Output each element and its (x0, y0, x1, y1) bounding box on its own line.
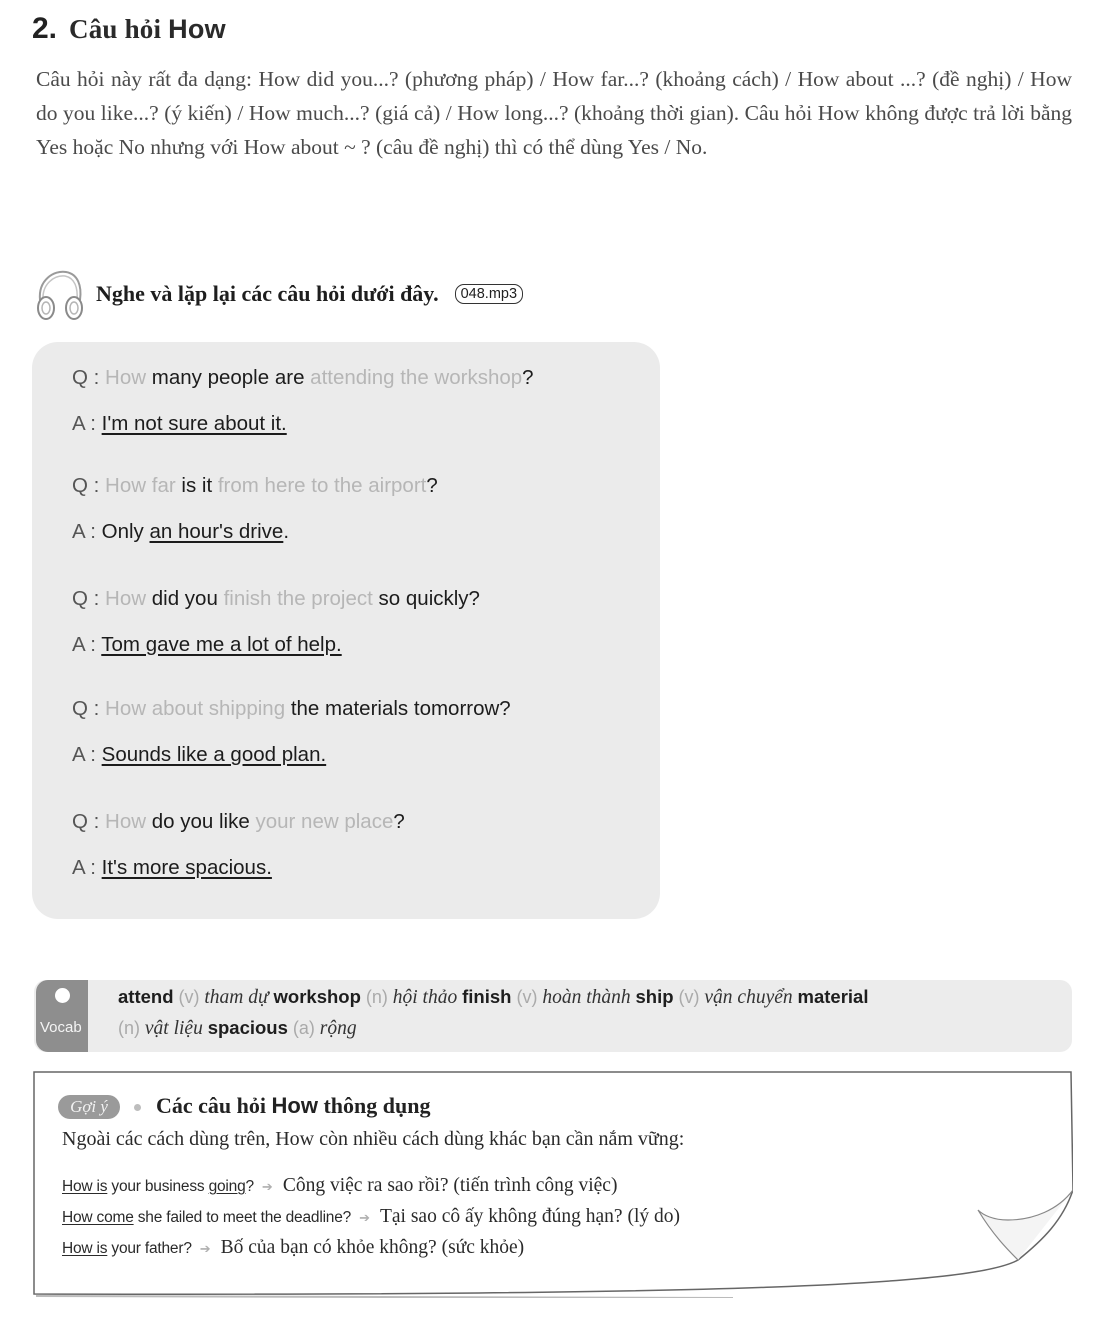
answer-underlined: an hour's drive (149, 520, 284, 543)
question-text: ? (393, 810, 405, 833)
hint-bullet-icon (134, 1104, 141, 1111)
hint-example-en (62, 1240, 192, 1258)
vocab-line (118, 986, 869, 1009)
a-prefix: A : (72, 520, 102, 543)
vocab-line (118, 1017, 357, 1040)
vocab-pos: (v) (173, 987, 200, 1007)
listen-instruction (32, 266, 523, 322)
answer-underlined: Tom gave me a lot of help. (101, 633, 342, 656)
intro-paragraph (36, 62, 1072, 164)
answer-line (72, 743, 326, 767)
answer-underlined: I'm not sure about it. (101, 412, 287, 435)
a-prefix: A : (72, 412, 102, 435)
a-prefix: A : (72, 856, 102, 879)
arrow-icon: ➔ (261, 1179, 273, 1194)
hint-text: your business (107, 1178, 209, 1195)
vocab-pos: (a) (287, 1018, 315, 1038)
hint-keyword: How is (62, 1240, 108, 1257)
vocab-pos: (v) (511, 987, 538, 1007)
question-text: is it (175, 474, 218, 497)
audio-file-badge[interactable]: 048.mp3 (455, 284, 523, 304)
question-text: many people are (146, 366, 311, 389)
vocab-meaning: hoàn thành (537, 987, 631, 1008)
answer-line (72, 633, 342, 657)
question-cue: How (105, 810, 147, 833)
section-title-word: How (168, 14, 226, 44)
question-text: so quickly? (372, 587, 480, 610)
intro-text: Câu hỏi này rất đa dạng: How did you...? (phương pháp) / How far...? (khoảng cách) / How about ...? (đề nghị) / How do you like...? (ý kiến) / How much...? (giá cả) / How long...? (khoảng thời gian). Câu hỏi How không được trả lời bằng Yes hoặc No nhưng với How about ~ ? (câu đề nghị) thì có thể dùng Yes / No. (36, 67, 1072, 159)
vocab-meaning: hội thảo (387, 987, 458, 1008)
vocab-pos: (n) (360, 987, 388, 1007)
question-cue: your new place (255, 810, 394, 833)
q-prefix: Q : (72, 697, 106, 720)
vocab-dot-icon (55, 988, 70, 1003)
arrow-icon: ➔ (359, 1210, 370, 1225)
question-text: ? (522, 366, 534, 389)
hint-text: ? (245, 1178, 254, 1195)
answer-text: . (283, 520, 290, 543)
vocab-word: finish (462, 986, 512, 1007)
hint-example-en (62, 1178, 254, 1196)
vocab-word: spacious (207, 1017, 288, 1038)
question-cue: How about shipping (105, 697, 286, 720)
question-line (72, 474, 438, 498)
question-cue: How far (105, 474, 176, 497)
vocab-meaning: vận chuyển (699, 987, 793, 1008)
qa-box (32, 342, 660, 919)
q-prefix: Q : (72, 474, 106, 497)
question-line (72, 587, 480, 611)
hint-example-vi: Tại sao cô ấy không đúng hạn? (lý do) (379, 1206, 680, 1227)
answer-underlined: It's more spacious. (101, 856, 272, 879)
hint-example (62, 1237, 524, 1259)
question-text: the materials tomorrow? (285, 697, 511, 720)
section-title-prefix: Câu hỏi (69, 14, 162, 44)
hint-title (156, 1093, 430, 1119)
question-text: did you (146, 587, 224, 610)
hint-example-vi: Bố của bạn có khỏe không? (sức khỏe) (220, 1237, 525, 1258)
hint-example-en (62, 1209, 351, 1227)
question-cue: finish the project (223, 587, 373, 610)
question-text: ? (426, 474, 438, 497)
hint-example (62, 1206, 680, 1228)
question-cue: attending the workshop (310, 366, 523, 389)
answer-underlined: Sounds like a good plan. (101, 743, 327, 766)
vocab-word: ship (635, 986, 674, 1007)
question-cue: from here to the airport (217, 474, 427, 497)
vocab-word: attend (118, 986, 174, 1007)
vocab-label: Vocab (40, 1019, 82, 1036)
hint-badge: Gợi ý (58, 1095, 120, 1119)
hint-intro: Ngoài các cách dùng trên, How còn nhiều cách dùng khác bạn cần nắm vững: (62, 1128, 685, 1150)
hint-text: your father? (107, 1240, 192, 1257)
question-cue: How (105, 366, 147, 389)
vocab-meaning: tham dự (199, 987, 269, 1008)
a-prefix: A : (72, 633, 102, 656)
vocab-pos: (v) (673, 987, 700, 1007)
question-line (72, 697, 511, 721)
question-line (72, 810, 405, 834)
question-line (72, 366, 534, 390)
section-number: 2. (32, 12, 58, 45)
answer-line (72, 412, 287, 436)
answer-text: Only (101, 520, 150, 543)
vocab-meaning: rộng (314, 1018, 357, 1039)
arrow-icon: ➔ (199, 1241, 211, 1256)
hint-example-vi: Công việc ra sao rồi? (tiến trình công việc) (282, 1175, 618, 1196)
hint-example (62, 1175, 617, 1197)
hint-keyword: How come (62, 1209, 134, 1226)
a-prefix: A : (72, 743, 102, 766)
question-cue: How (105, 587, 147, 610)
hint-title-word: How (271, 1093, 318, 1118)
q-prefix: Q : (72, 366, 106, 389)
question-text: do you like (146, 810, 256, 833)
hint-keyword: going (208, 1178, 246, 1195)
hint-text: she failed to meet the deadline? (133, 1209, 352, 1226)
listen-label: Nghe và lặp lại các câu hỏi dưới đây. (96, 281, 439, 306)
q-prefix: Q : (72, 810, 106, 833)
vocab-pos: (n) (118, 1018, 140, 1038)
hint-keyword: How is (62, 1178, 108, 1195)
q-prefix: Q : (72, 587, 106, 610)
hint-title-prefix: Các câu hỏi (156, 1093, 266, 1118)
hint-title-suffix: thông dụng (323, 1093, 431, 1118)
headphones-icon (32, 266, 86, 322)
vocab-meaning: vật liệu (140, 1018, 203, 1039)
answer-line (72, 856, 272, 880)
vocab-word: workshop (273, 986, 361, 1007)
vocab-word: material (797, 986, 869, 1007)
section-title (69, 14, 226, 45)
answer-line (72, 520, 289, 544)
section-heading (32, 12, 226, 46)
